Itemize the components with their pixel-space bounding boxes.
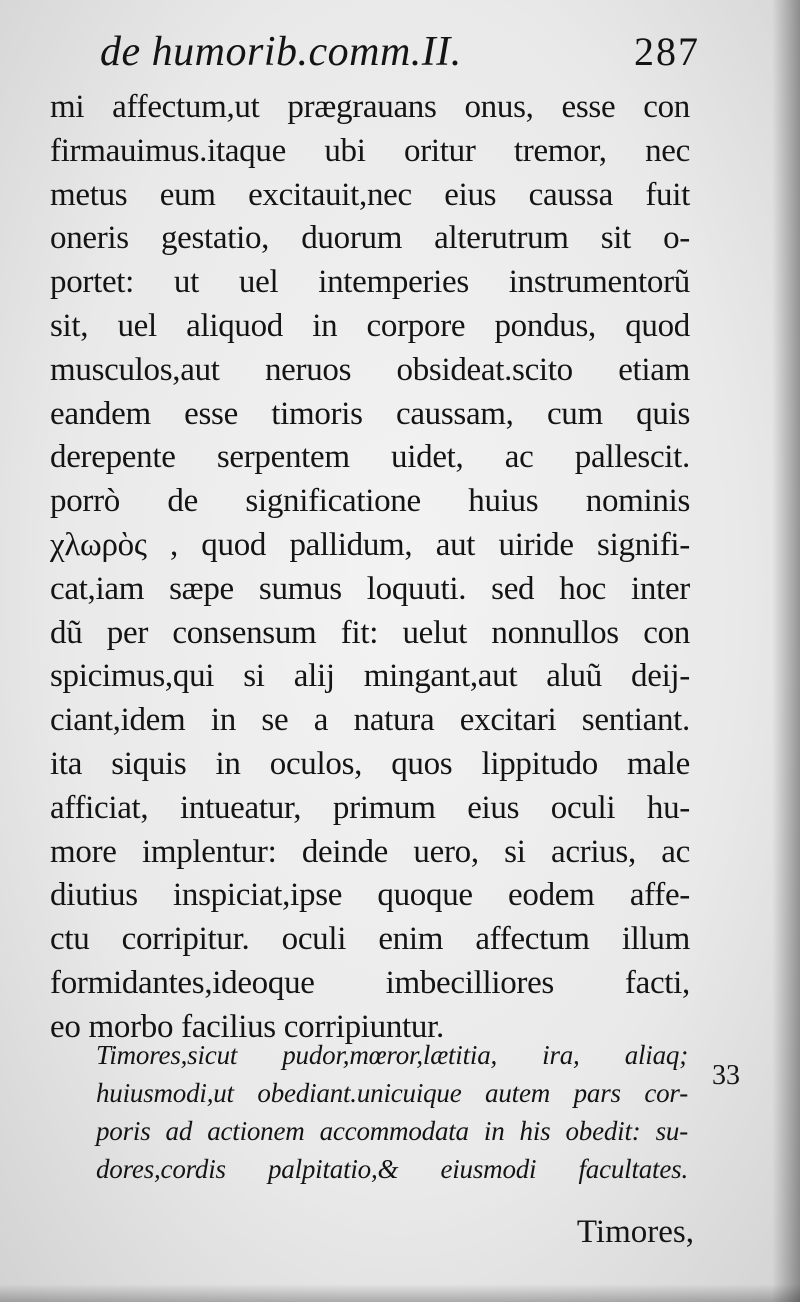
- note-line: Timores,sicut pudor,mœror,lætitia, ira, aliaq;: [96, 1040, 688, 1070]
- text-line: musculos,aut neruos obsideat.scito etiam: [50, 351, 690, 388]
- running-title: de humorib.comm.II.: [100, 29, 462, 75]
- text-line: formidantes,ideoque imbecilliores facti,: [50, 964, 690, 1001]
- main-text-block: [50, 86, 690, 1050]
- text-line: porrò de significatione huius nominis: [50, 483, 690, 520]
- text-line: oneris gestatio, duorum alterutrum sit o-: [50, 220, 690, 257]
- text-line: afficiat, intueatur, primum eius oculi hu-: [50, 789, 690, 826]
- text-line: ctu corripitur. oculi enim affectum illum: [50, 921, 690, 958]
- text-line: firmauimus.itaque ubi oritur tremor, nec: [50, 132, 690, 169]
- margin-number: 33: [712, 1060, 740, 1091]
- text-line: derepente serpentem uidet, ac pallescit.: [50, 439, 690, 476]
- text-line: eo morbo facilius corripiuntur.: [50, 1008, 444, 1045]
- italic-note-block: [96, 1036, 688, 1188]
- text-line: diutius inspiciat,ipse quoque eodem affe-: [50, 877, 690, 914]
- catchword: Timores,: [576, 1214, 694, 1250]
- running-head: [100, 28, 700, 88]
- page-bottom-shadow: [0, 1284, 800, 1302]
- page-number: 287: [634, 29, 700, 74]
- text-line: portet: ut uel intemperies instrumentorũ: [50, 264, 690, 301]
- text-line: mi affectum,ut prægrauans onus, esse con: [50, 89, 690, 125]
- text-line: χλωρὸς , quod pallidum, aut uiride signifi-: [50, 526, 690, 563]
- note-line: poris ad actionem accommodata in his obedit: su-: [96, 1116, 688, 1146]
- text-line: more implentur: deinde uero, si acrius, ac: [50, 833, 690, 870]
- page-edge-shadow: [772, 0, 800, 1302]
- text-line: ciant,idem in se a natura excitari sentiant.: [50, 702, 690, 739]
- note-line: dores,cordis palpitatio,& eiusmodi facultates.: [96, 1154, 688, 1184]
- text-line: sit, uel aliquod in corpore pondus, quod: [50, 307, 690, 344]
- text-line: cat,iam sæpe sumus loquuti. sed hoc inter: [50, 570, 690, 607]
- text-line: eandem esse timoris caussam, cum quis: [50, 395, 690, 432]
- text-line: metus eum excitauit,nec eius caussa fuit: [50, 176, 690, 213]
- text-line: spicimus,qui si alij mingant,aut aluũ deij-: [50, 658, 690, 695]
- text-line: ita siquis in oculos, quos lippitudo male: [50, 745, 690, 782]
- text-line: dũ per consensum fit: uelut nonnullos con: [50, 614, 690, 651]
- note-line: huiusmodi,ut obediant.unicuique autem pars cor-: [96, 1078, 688, 1108]
